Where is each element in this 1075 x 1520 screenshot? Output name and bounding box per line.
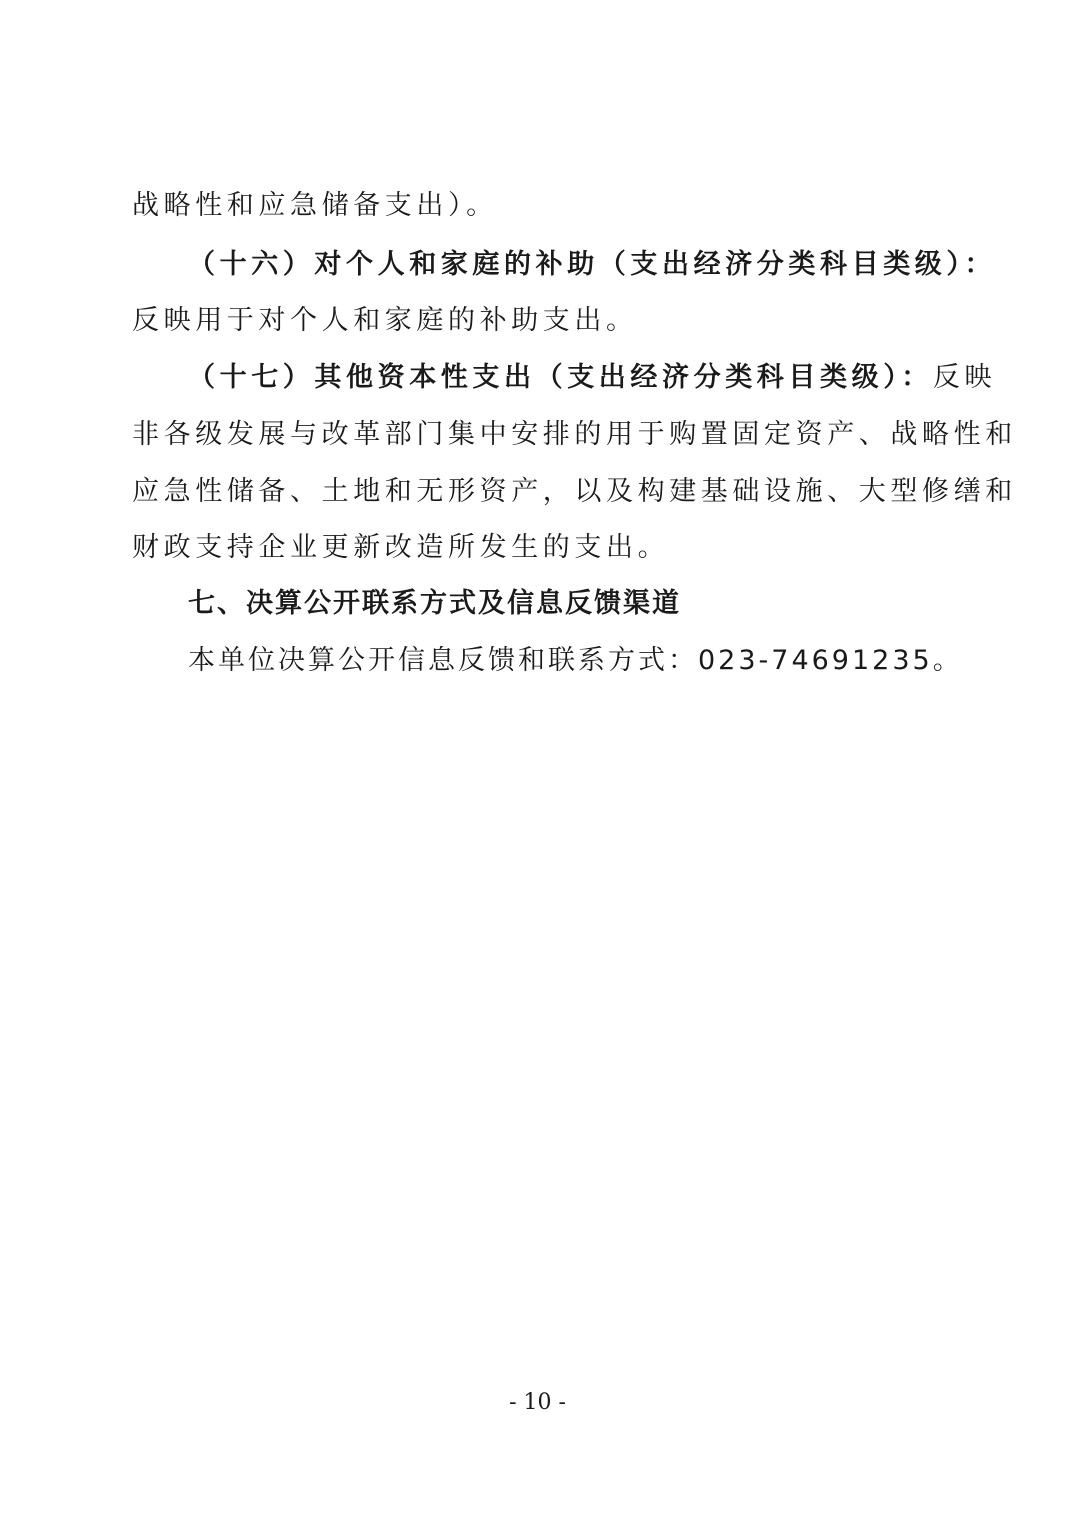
subsection-heading-16 bbox=[188, 245, 996, 285]
paragraph-line: 非各级发展与改革部门集中安排的用于购置固定资产、战略性和 bbox=[132, 419, 1017, 450]
subsection-heading-17-text: （十七）其他资本性支出（支出经济分类科目类级）： bbox=[188, 362, 933, 393]
subsection-heading-16-text: （十六）对个人和家庭的补助（支出经济分类科目类级）： bbox=[188, 249, 997, 280]
paragraph-line: 战略性和应急储备支出）。 bbox=[132, 190, 498, 221]
paragraph-line: 反映用于对个人和家庭的补助支出。 bbox=[132, 305, 638, 336]
section-heading: 七、决算公开联系方式及信息反馈渠道 bbox=[188, 588, 681, 619]
subsection-heading-17 bbox=[188, 358, 996, 398]
contact-info: 本单位决算公开信息反馈和联系方式：023-74691235。 bbox=[188, 645, 963, 676]
subsection-heading-17-tail: 反映 bbox=[932, 362, 997, 393]
paragraph-line: 财政支持企业更新改造所发生的支出。 bbox=[132, 532, 670, 563]
page-number: - 10 - bbox=[509, 1390, 566, 1415]
paragraph-line: 应急性储备、土地和无形资产，以及构建基础设施、大型修缮和 bbox=[132, 476, 1017, 507]
